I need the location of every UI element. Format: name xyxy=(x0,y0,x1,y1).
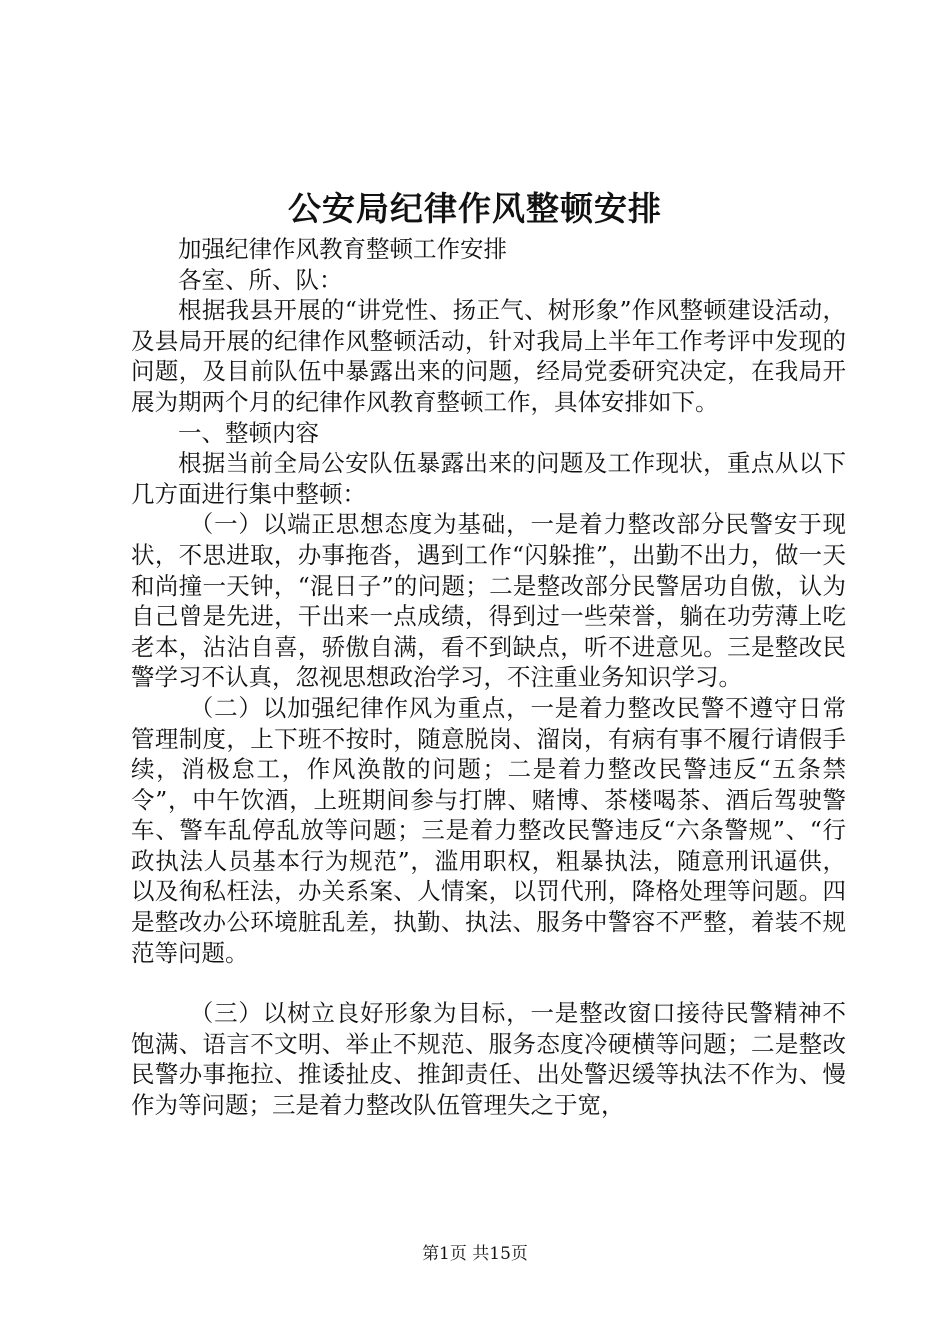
subtitle-paragraph: 加强纪律作风教育整顿工作安排 xyxy=(178,235,507,263)
section-heading: 一、整顿内容 xyxy=(178,418,319,447)
document-body xyxy=(131,234,846,1121)
intro-paragraph: 根据我县开展的“讲党性、扬正气、树形象”作风整顿建设活动，及县局开展的纪律作风整顿活动，针对我局上半年工作考评中发现的问题，及目前队伍中暴露出来的问题，经局党委研究决定，在我局开展为期两个月的纪律作风教育整顿工作，具体安排如下。 xyxy=(131,296,846,416)
item-two-paragraph: （二）以加强纪律作风为重点，一是着力整改民警不遵守日常管理制度，上下班不按时，随意脱岗、溜岗，有病有事不履行请假手续，消极怠工，作风涣散的问题；二是着力整改民警违反“五条禁令”，中午饮酒，上班期间参与打牌、赌博、茶楼喝茶、酒后驾驶警车、警车乱停乱放等问题；三是着力整改民警违反“六条警规”、“行政执法人员基本行为规范”，滥用职权，粗暴执法，随意刑讯逼供，以及徇私枉法，办关系案、人情案，以罚代刑，降格处理等问题。四是整改办公环境脏乱差，执勤、执法、服务中警容不严整，着装不规范等问题。 xyxy=(131,693,846,967)
salutation-paragraph: 各室、所、队： xyxy=(178,265,343,294)
section-intro-paragraph: 根据当前全局公安队伍暴露出来的问题及工作现状，重点从以下几方面进行集中整顿： xyxy=(131,449,846,508)
page-footer: 第1页 共15页 xyxy=(422,1244,528,1264)
item-three-paragraph: （三）以树立良好形象为目标，一是整改窗口接待民警精神不饱满、语言不文明、举止不规范、服务态度冷硬横等问题；二是整改民警办事拖拉、推诿扯皮、推卸责任、出处警迟缓等执法不作为、慢作为等问题；三是着力整改队伍管理失之于宽， xyxy=(131,999,846,1120)
item-one-paragraph: （一）以端正思想态度为基础，一是着力整改部分民警安于现状，不思进取，办事拖沓，遇到工作“闪躲推”，出勤不出力，做一天和尚撞一天钟，“混日子”的问题；二是整改部分民警居功自傲，认为自己曾是先进，干出来一点成绩，得到过一些荣誉，躺在功劳薄上吃老本，沾沾自喜，骄傲自满，看不到缺点，听不进意见。三是整改民警学习不认真，忽视思想政治学习，不注重业务知识学习。 xyxy=(131,510,846,692)
document-title: 公安局纪律作风整顿安排 xyxy=(288,189,662,228)
